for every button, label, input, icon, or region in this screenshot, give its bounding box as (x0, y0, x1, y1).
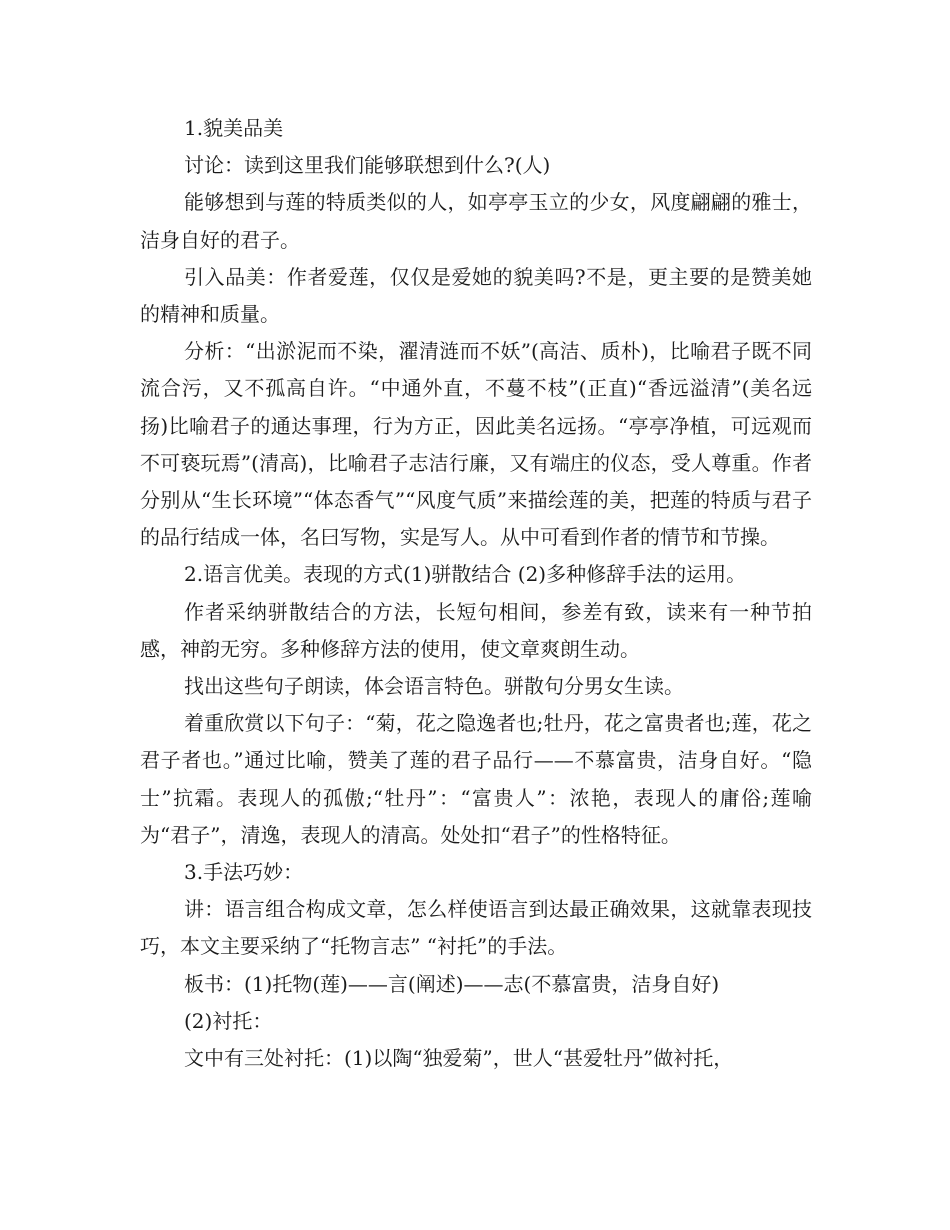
paragraph-reading-activity: 找出这些句子朗读，体会语言特色。骈散句分男女生读。 (184, 674, 684, 699)
heading-appearance-and-character: 1.貌美品美 (184, 116, 284, 140)
paragraph-introduce-character: 引入品美：作者爱莲，仅仅是爱她的貌美吗?不是，更主要的是赞美她的精神和质量。 (140, 264, 812, 327)
heading-clever-technique: 3.手法巧妙： (184, 860, 304, 885)
heading-language-beauty: 2.语言优美。表现的方式(1)骈散结合 (2)多种修辞手法的运用。 (184, 562, 747, 587)
paragraph-blackboard-notes: 板书：(1)托物(莲)——言(阐述)——志(不慕富贵，洁身自好) (184, 971, 720, 996)
paragraph-analysis: 分析：“出淤泥而不染，濯清涟而不妖”(高洁、质朴)，比喻君子既不同流合污，又不孤高自许。“中通外直，不蔓不枝”(正直)“香远溢清”(美名远扬)比喻君子的通达事理，行为方正，因此美名远扬。“亭亭净植，可远观而不可亵玩焉”(清高)，比喻君子志洁行廉，又有端庄的仪态，受人尊重。作者 分别从“生长环境”“体态香气”“风度气质”来描绘莲的美，把莲的特质与君子的品行结成一体，名曰写物，实是写人。从中可看到作者的情节和节操。 (140, 339, 812, 550)
paragraph-language-method: 作者采纳骈散结合的方法，长短句相间，参差有致，读来有一种节拍感，神韵无穷。多种修辞方法的使用，使文章爽朗生动。 (140, 599, 812, 661)
paragraph-lecture: 讲：语言组合构成文章，怎么样使语言到达最正确效果，这就靠表现技巧，本文主要采纳了“托物言志” “衬托”的手法。 (140, 897, 812, 959)
document-body (140, 110, 812, 1077)
paragraph-sentence-appreciation: 着重欣赏以下句子：“菊，花之隐逸者也;牡丹，花之富贵者也;莲，花之君子者也。”通过比喻，赞美了莲的君子品行——不慕富贵，洁身自好。“隐士”抗霜。表现人的孤傲;“牡丹”：“富贵人”：浓艳，表现人的庸俗;莲喻为“君子”，清逸，表现人的清高。处处扣“君子”的性格特征。 (140, 711, 812, 847)
paragraph-contrast-detail: 文中有三处衬托：(1)以陶“独爱菊”，世人“甚爱牡丹”做衬托， (184, 1046, 734, 1071)
paragraph-contrast-heading: (2)衬托： (184, 1008, 273, 1033)
paragraph-discussion-question: 讨论：读到这里我们能够联想到什么?(人) (184, 153, 551, 178)
paragraph-discussion-answer: 能够想到与莲的特质类似的人，如亭亭玉立的少女，风度翩翩的雅士，洁身自好的君子。 (140, 190, 812, 252)
